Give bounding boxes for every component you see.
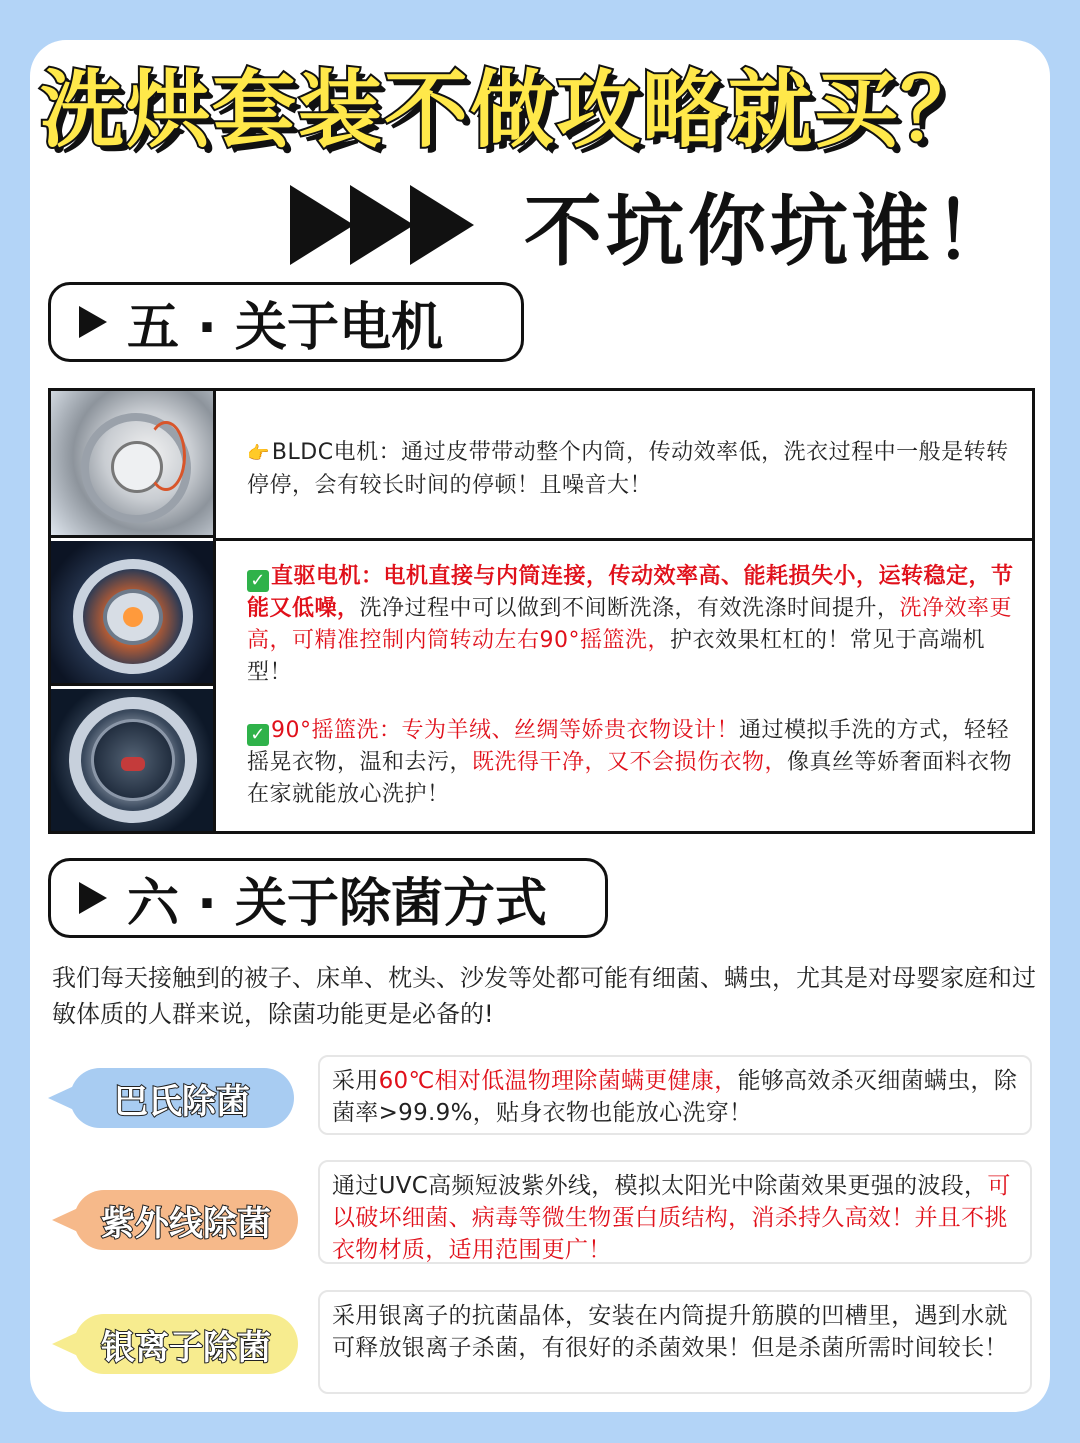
- play-triangle-icon: [79, 882, 107, 914]
- main-title: 洗烘套装不做攻略就买？: [40, 61, 987, 159]
- pasteurization-label: 巴氏除菌: [70, 1068, 294, 1128]
- section-6-title: 六 · 关于除菌方式: [127, 873, 547, 934]
- triple-arrow-icon: [290, 185, 470, 265]
- section-5-heading: [48, 282, 524, 362]
- check-mark-icon: ✓: [247, 570, 269, 592]
- row-divider: [216, 538, 1035, 541]
- bldc-motor-text: 👉BLDC电机：通过皮带带动整个内筒，传动效率低，洗衣过程中一般是转转停停，会有较长时间的停顿！且噪音大！: [247, 440, 1009, 498]
- bldc-motor-image: [51, 391, 213, 538]
- silver-ion-label: 银离子除菌: [74, 1314, 298, 1374]
- direct-drive-text: ✓ 直驱电机：电机直接与内筒连接，传动效率高、能耗损失小，运转稳定，节能又低噪，洗净过程中可以做到不间断洗涤，有效洗涤时间提升，洗净效率更高，可精准控制内筒转动左右90°摇篮洗，护衣效果杠杠的！常见于高端机型！: [247, 564, 1014, 685]
- subtitle-row: [290, 180, 1017, 277]
- motor-table: [48, 388, 1035, 834]
- cradle-wash-text: ✓ 90°摇篮洗：专为羊绒、丝绸等娇贵衣物设计！通过模拟手洗的方式，轻轻摇晃衣物，温和去污，既洗得干净，又不会损伤衣物，像真丝等娇奢面料衣物在家就能放心洗护！: [247, 718, 1013, 807]
- sterilization-intro: 我们每天接触到的被子、床单、枕头、沙发等处都可能有细菌、螨虫，尤其是对母婴家庭和过敏体质的人群来说，除菌功能更是必备的!: [52, 964, 1036, 1028]
- check-mark-icon: ✓: [247, 724, 269, 746]
- drum-image: [51, 689, 213, 831]
- pointing-hand-icon: 👉: [247, 443, 270, 464]
- direct-drive-motor-image: [51, 541, 213, 686]
- play-triangle-icon: [79, 306, 107, 338]
- section-6-heading: [48, 858, 608, 938]
- motor-image-column: [51, 391, 216, 831]
- section-5-title: 五 · 关于电机: [127, 297, 443, 358]
- subtitle: 不坑你坑谁！: [524, 187, 1017, 277]
- uv-sterilization-description: 通过UVC高频短波紫外线，模拟太阳光中除菌效果更强的波段，可以破坏细菌、病毒等微生物蛋白质结构，消杀持久高效！并且不挑衣物材质，适用范围更广！: [318, 1160, 1032, 1264]
- silver-ion-description: 采用银离子的抗菌晶体，安装在内筒提升筋膜的凹槽里，遇到水就可释放银离子杀菌，有很好的杀菌效果！但是杀菌所需时间较长！: [318, 1290, 1032, 1394]
- pasteurization-description: 采用60℃相对低温物理除菌螨更健康，能够高效杀灭细菌螨虫，除菌率>99.9%，贴身衣物也能放心洗穿！: [318, 1055, 1032, 1135]
- uv-sterilization-label: 紫外线除菌: [74, 1190, 298, 1250]
